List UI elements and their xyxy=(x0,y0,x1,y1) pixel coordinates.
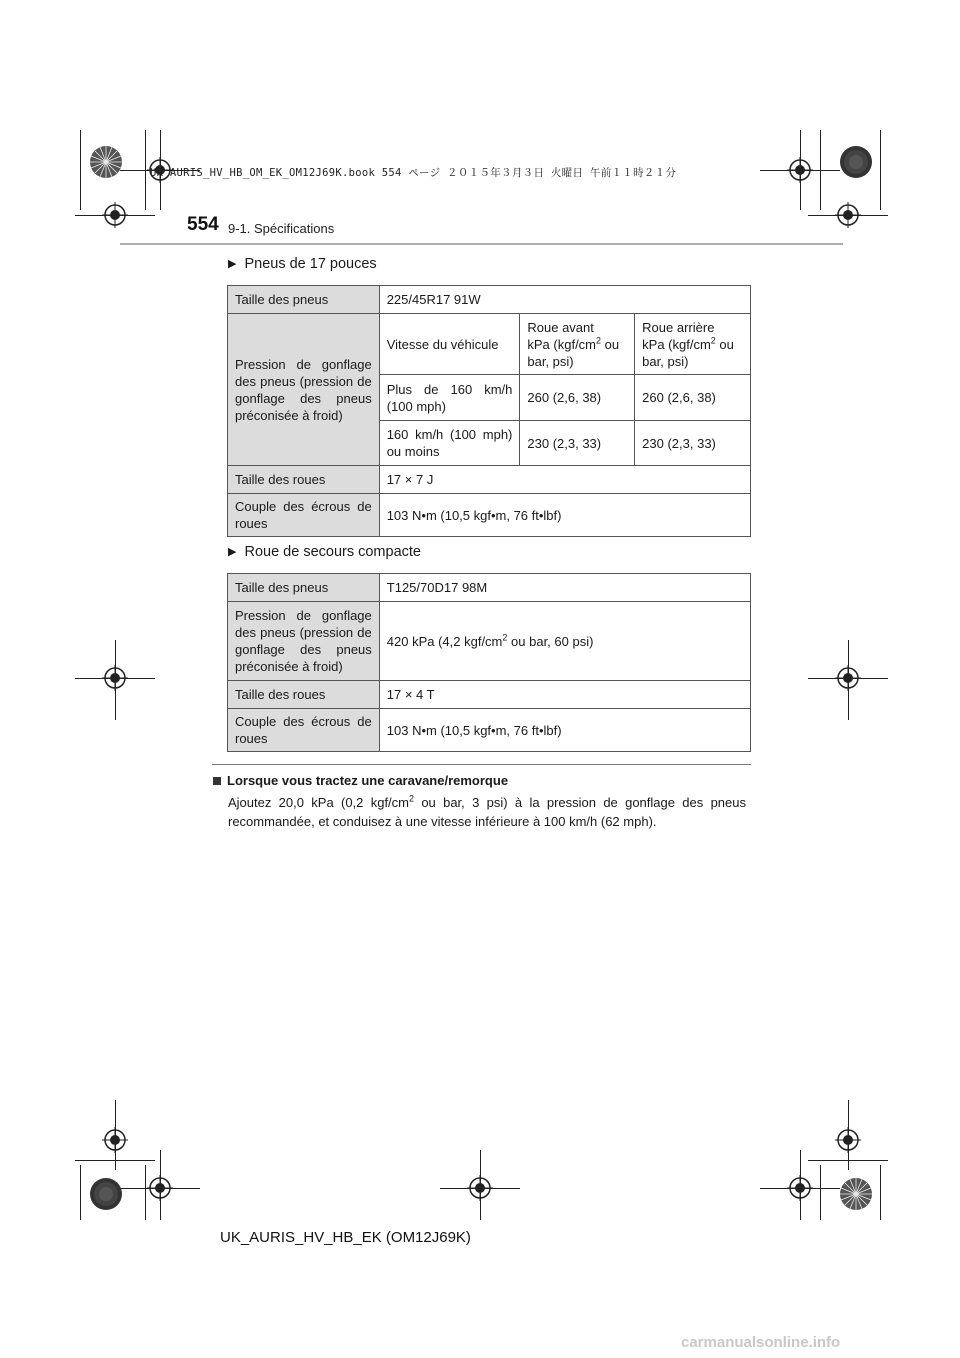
site-watermark: carmanualsonline.info xyxy=(681,1334,841,1351)
square-bullet-icon xyxy=(213,777,221,785)
registration-target-icon xyxy=(787,1175,813,1201)
calibration-disc-icon xyxy=(839,145,873,179)
subheading-spare: ▶ Roue de secours compacte xyxy=(228,544,421,560)
calibration-disc-icon xyxy=(839,1177,873,1211)
row1-front: 260 (2,6, 38) xyxy=(520,375,635,421)
speed-column-header: Vitesse du véhicule xyxy=(379,314,520,375)
row2-rear: 230 (2,3, 33) xyxy=(635,421,751,466)
spare-wheel-size-value: 17 × 4 T xyxy=(379,681,750,709)
row1-rear: 260 (2,6, 38) xyxy=(635,375,751,421)
calibration-disc-icon xyxy=(89,1177,123,1211)
tire-spec-table-17 xyxy=(227,285,751,537)
registration-target-icon xyxy=(102,665,128,691)
registration-target-icon xyxy=(102,202,128,228)
header-divider xyxy=(120,243,843,245)
section-title: 9-1. Spécifications xyxy=(228,221,335,236)
row2-front: 230 (2,3, 33) xyxy=(520,421,635,466)
spare-pressure-value: 420 kPa (4,2 kgf/$cm^2$ ou bar, 60 psi) xyxy=(379,602,750,681)
subheading-17-inch: ▶ Pneus de 17 pouces xyxy=(228,256,377,272)
print-info-strip: UK AURIS_HV_HB_OM_EK_OM12J69K.book 554 ページ ２０１５年３月３日 火曜日 午前１１時２１分 xyxy=(150,167,677,179)
note-divider xyxy=(212,764,751,765)
registration-target-icon xyxy=(147,1175,173,1201)
spare-tire-size-label: Taille des pneus xyxy=(228,574,380,602)
tire-size-value: 225/45R17 91W xyxy=(379,286,750,314)
spare-tire-size-value: T125/70D17 98M xyxy=(379,574,750,602)
front-wheel-column-header: Roue avant kPa ($kgf/cm^2$ ou bar, psi) xyxy=(520,314,635,375)
registration-target-icon xyxy=(835,202,861,228)
pressure-label: Pression de gonflage des pneus (pression de gonflage des pneus préconisée à froid) xyxy=(228,314,380,466)
registration-target-icon xyxy=(787,157,813,183)
torque-label: Couple des écrous de roues xyxy=(228,494,380,537)
tire-size-label: Taille des pneus xyxy=(228,286,380,314)
arrow-right-icon: ▶ xyxy=(228,546,237,558)
registration-target-icon xyxy=(835,1127,861,1153)
registration-target-icon xyxy=(102,1127,128,1153)
arrow-right-icon: ▶ xyxy=(228,258,237,270)
torque-value: 103 N•m (10,5 kgf•m, 76 ft•lbf) xyxy=(379,494,750,537)
note-title: Lorsque vous tractez une caravane/remorque xyxy=(213,773,508,788)
rear-wheel-column-header: Roue arrière kPa ($kgf/cm^2$ ou bar, psi) xyxy=(635,314,751,375)
model-code-footer: UK_AURIS_HV_HB_EK (OM12J69K) xyxy=(220,1229,471,1246)
wheel-size-value: 17 × 7 J xyxy=(379,466,750,494)
spare-torque-label: Couple des écrous de roues xyxy=(228,709,380,752)
wheel-size-label: Taille des roues xyxy=(228,466,380,494)
row1-speed: Plus de 160 km/h (100 mph) xyxy=(379,375,520,421)
calibration-disc-icon xyxy=(89,145,123,179)
spare-torque-value: 103 N•m (10,5 kgf•m, 76 ft•lbf) xyxy=(379,709,750,752)
spare-wheel-size-label: Taille des roues xyxy=(228,681,380,709)
registration-target-icon xyxy=(835,665,861,691)
page-number: 554 xyxy=(187,214,219,235)
note-body: Ajoutez 20,0 kPa (0,2 kgf/$cm^2$ ou bar, 3 psi) à la pression de gonflage des pneus recommandée, et conduisez à une vitesse inférieure à 100 km/h (62 mph). xyxy=(228,793,746,829)
row2-speed: 160 km/h (100 mph) ou moins xyxy=(379,421,520,466)
tire-spec-table-spare xyxy=(227,573,751,752)
spare-pressure-label: Pression de gonflage des pneus (pression de gonflage des pneus préconisée à froid) xyxy=(228,602,380,681)
registration-target-icon xyxy=(467,1175,493,1201)
